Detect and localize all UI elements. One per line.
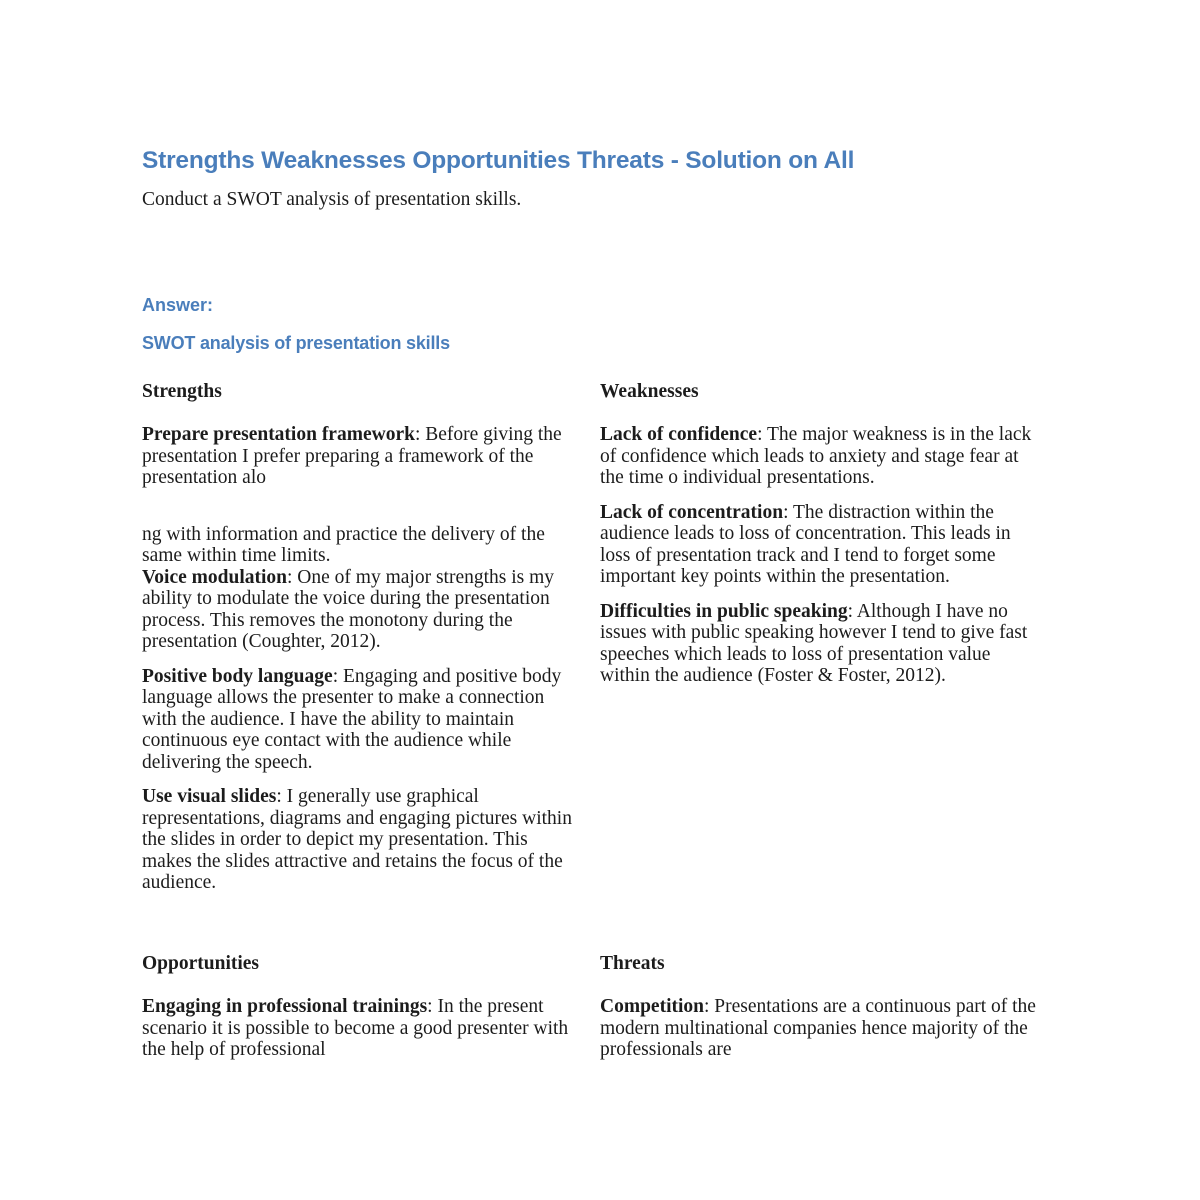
opportunities-paragraph-1 bbox=[142, 996, 580, 1061]
answer-label: Answer: bbox=[142, 294, 214, 315]
weaknesses-text-1: : The major weakness is in the lack of confidence which leads to anxiety and stage fear at the time o individual presentations. bbox=[600, 424, 1032, 488]
threats-term-1: Competition bbox=[600, 996, 704, 1017]
weaknesses-text-3: : Although I have no issues with public speaking however I tend to give fast speeches which leads to loss of presentation value within the audience (Foster & Foster, 2012). bbox=[600, 600, 1028, 686]
weaknesses-section bbox=[600, 381, 1037, 907]
strengths-paragraph-3 bbox=[142, 567, 580, 653]
strengths-heading: Strengths bbox=[142, 380, 222, 402]
strengths-term-3: Voice modulation bbox=[142, 566, 288, 588]
weaknesses-heading: Weaknesses bbox=[600, 380, 699, 402]
weaknesses-paragraph-2 bbox=[600, 502, 1037, 588]
strengths-term-5: Use visual slides bbox=[142, 786, 277, 807]
weaknesses-paragraph-1 bbox=[600, 424, 1037, 489]
page-title: Strengths Weaknesses Opportunities Threats - Solution on All bbox=[142, 147, 855, 174]
weaknesses-term-1: Lack of confidence bbox=[600, 424, 758, 445]
strengths-text-1: : Before giving the presentation I prefer preparing a framework of the presentation alo bbox=[142, 424, 562, 488]
threats-paragraph-1 bbox=[600, 996, 1037, 1061]
weaknesses-term-3: Difficulties in public speaking bbox=[600, 600, 848, 622]
opportunities-heading: Opportunities bbox=[142, 952, 260, 974]
strengths-text-2: ng with information and practice the delivery of the same within time limits. bbox=[142, 523, 545, 566]
threats-heading: Threats bbox=[600, 952, 665, 974]
weaknesses-paragraph-3 bbox=[600, 601, 1037, 687]
strengths-paragraph-2 bbox=[142, 524, 580, 567]
opportunities-text-1: : In the present scenario it is possible to become a good presenter with the help of professional bbox=[142, 996, 569, 1060]
strengths-term-1: Prepare presentation framework bbox=[142, 424, 415, 445]
swot-grid bbox=[142, 381, 1040, 1074]
answer-subtitle: SWOT analysis of presentation skills bbox=[142, 332, 450, 353]
threats-text-1: : Presentations are a continuous part of the modern multinational companies hence majority of the professionals are bbox=[600, 996, 1036, 1060]
threats-section bbox=[600, 953, 1037, 1074]
strengths-paragraph-5 bbox=[142, 786, 580, 894]
opportunities-term-1: Engaging in professional trainings bbox=[142, 996, 428, 1017]
strengths-term-4: Positive body language bbox=[142, 665, 333, 687]
opportunities-section bbox=[142, 953, 580, 1074]
strengths-section bbox=[142, 381, 580, 907]
strengths-text-4: : Engaging and positive body language allows the presenter to make a connection with the audience. I have the ability to maintain continuous eye contact with the audience while delivering the speech. bbox=[142, 665, 562, 773]
strengths-text-5: : I generally use graphical representations, diagrams and engaging pictures within the slides in order to depict my presentation. This makes the slides attractive and retains the focus of the audience. bbox=[142, 786, 572, 893]
weaknesses-term-2: Lack of concentration bbox=[600, 501, 784, 523]
strengths-text-3: : One of my major strengths is my ability to modulate the voice during the presentation process. This removes the monotony during the presentation (Coughter, 2012). bbox=[142, 566, 555, 652]
weaknesses-text-2: : The distraction within the audience leads to loss of concentration. This leads in loss of presentation track and I tend to forget some important key points within the presentation. bbox=[600, 501, 1011, 587]
question-text: Conduct a SWOT analysis of presentation skills. bbox=[142, 189, 522, 210]
strengths-paragraph-4 bbox=[142, 666, 580, 774]
strengths-paragraph-1 bbox=[142, 424, 580, 489]
